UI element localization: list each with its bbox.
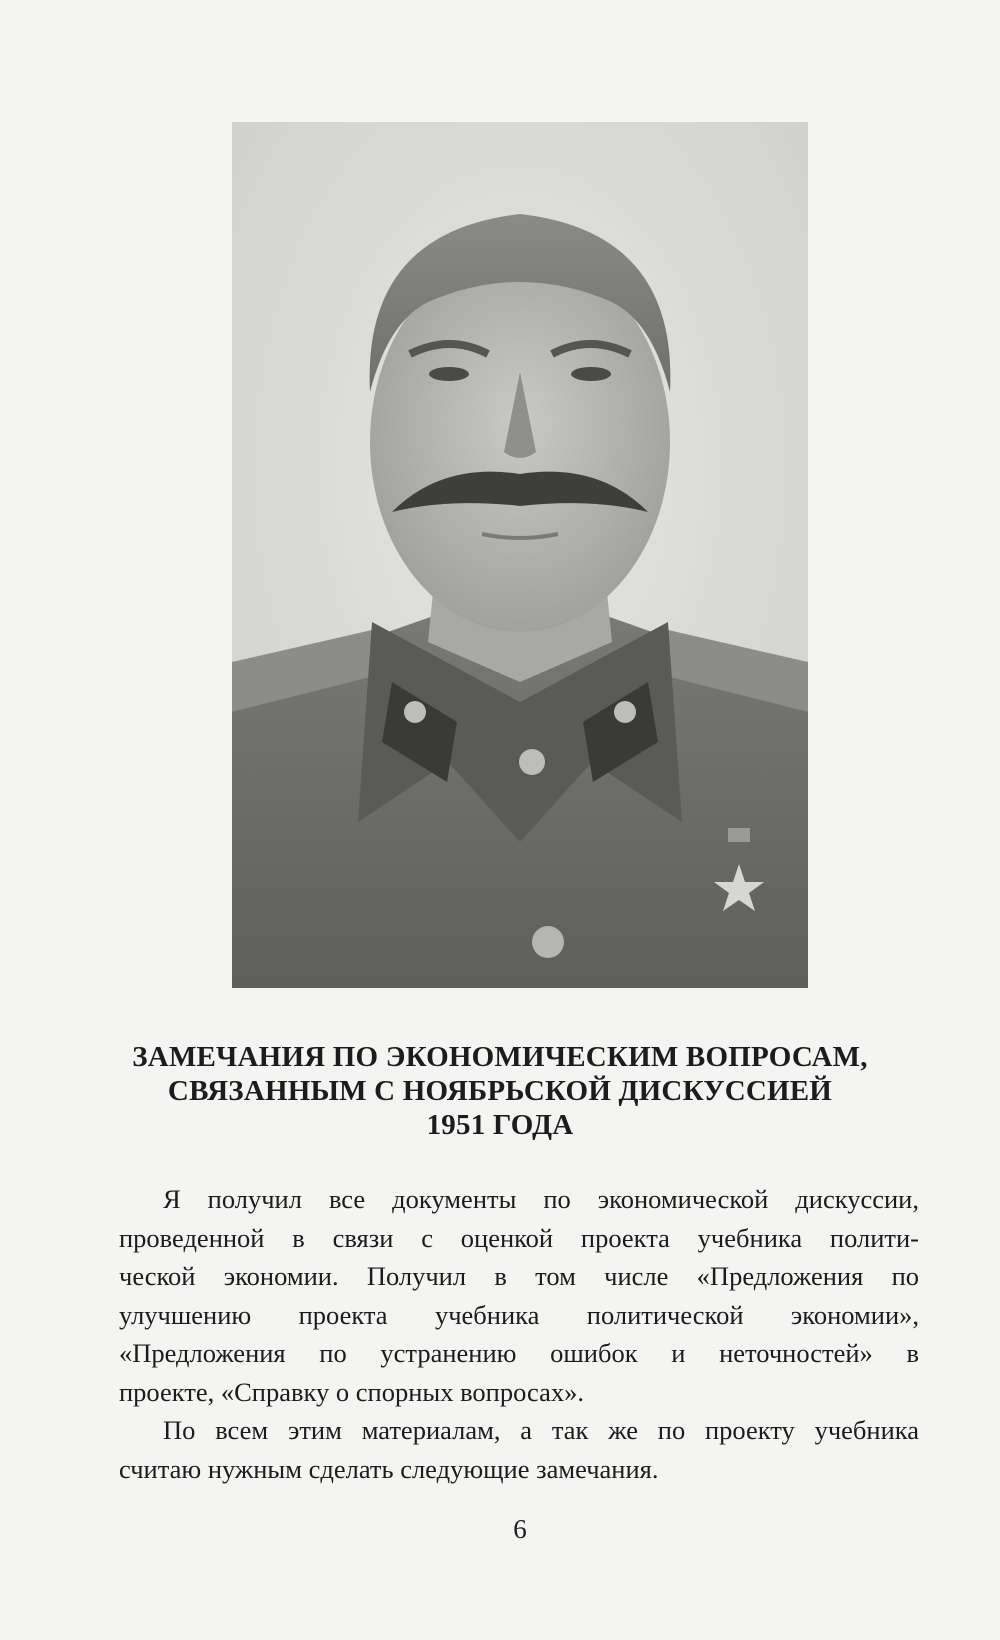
title-line-2: СВЯЗАННЫМ С НОЯБРЬСКОЙ ДИСКУССИЕЙ (167, 1075, 833, 1107)
paragraph-line: проведенной в связи с оценкой проекта учебника полити- (119, 1222, 919, 1253)
page-number: 6 (513, 1514, 527, 1544)
paragraph-line: улучшению проекта учебника политической экономии», (119, 1299, 919, 1330)
body-text (119, 1180, 919, 1488)
paragraph-line: проекте, «Справку о спорных вопросах». (119, 1376, 584, 1407)
document-title (80, 1040, 920, 1142)
paragraph-line: ческой экономии. Получил в том числе «Предложения по (119, 1261, 919, 1291)
paragraph-2 (119, 1411, 919, 1488)
paragraph-line: считаю нужным сделать следующие замечания. (119, 1453, 659, 1484)
paragraph-line: «Предложения по устранению ошибок и неточностей» в (119, 1338, 919, 1368)
title-line-1: ЗАМЕЧАНИЯ ПО ЭКОНОМИЧЕСКИМ ВОПРОСАМ, (132, 1041, 868, 1073)
paragraph-1 (119, 1180, 919, 1411)
portrait-photo (232, 122, 808, 988)
portrait-illustration (232, 122, 808, 988)
paragraph-line: По всем этим материалам, а так же по проекту учебника (163, 1415, 919, 1445)
title-line-3: 1951 ГОДА (426, 1109, 574, 1141)
paragraph-line: Я получил все документы по экономической дискуссии, (163, 1184, 919, 1214)
